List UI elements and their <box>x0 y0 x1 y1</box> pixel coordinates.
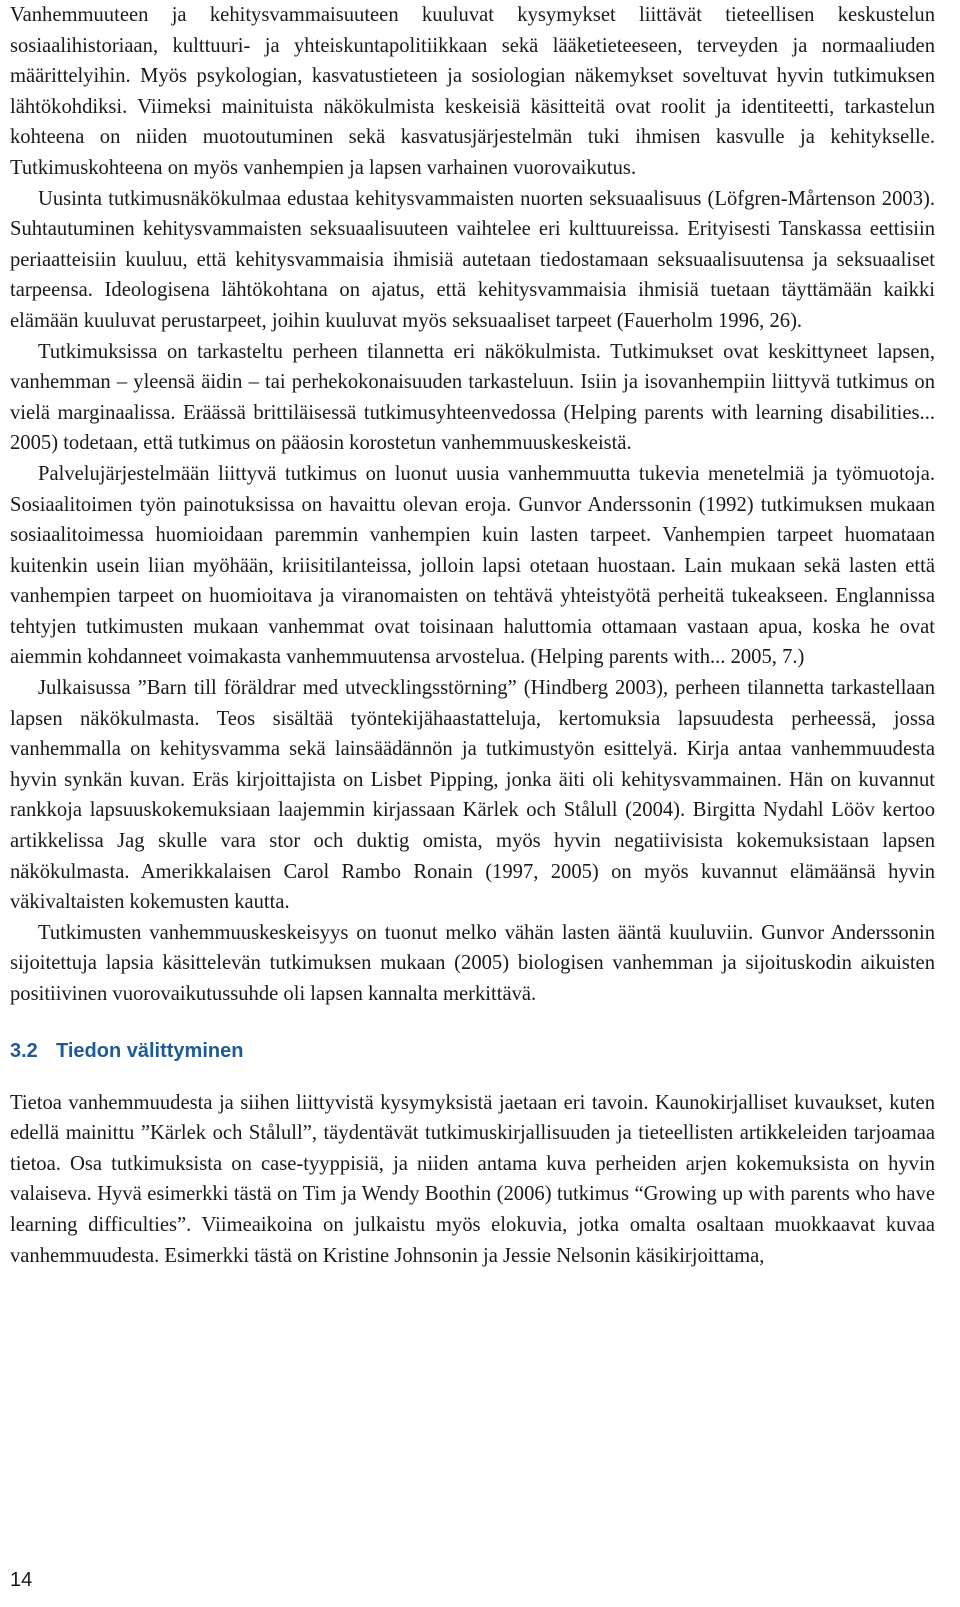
paragraph-3: Tutkimuksissa on tarkasteltu perheen tilannetta eri näkökulmista. Tutkimukset ovat keskittyneet lapsen, vanhemman – yleensä äidin – tai perhekokonaisuuden tarkasteluun. Isiin ja isovanhempiin liittyvä tutkimus on vielä marginaalissa. Eräässä brittiläisessä tutkimusyhteenvedossa (Helping parents with learning disabilities... 2005) todetaan, että tutkimus on pääosin korostetun vanhemmuuskeskeistä. <box>10 340 935 455</box>
page-number: 14 <box>10 1569 33 1591</box>
section-title: Tiedon välittyminen <box>56 1039 244 1062</box>
paragraph-2: Uusinta tutkimusnäkökulmaa edustaa kehitysvammaisten nuorten seksuaalisuus (Löfgren-Mårtenson 2003). Suhtautuminen kehitysvammaisten seksuaalisuuteen vaihtelee eri kulttuureissa. Erityisesti Tanskassa eettisiin periaatteisiin kuuluu, että kehitysvammaisia ihmisiä autetaan tiedostamaan seksuaalisuutensa ja seksuaaliset tarpeensa. Ideologisena lähtökohtana on ajatus, että kehitysvammaisia ihmisiä tuetaan täyttämään kaikki elämään kuuluvat perustarpeet, joihin kuuluvat myös seksuaaliset tarpeet (Fauerholm 1996, 26). <box>10 187 935 332</box>
paragraph-4: Palvelujärjestelmään liittyvä tutkimus on luonut uusia vanhemmuutta tukevia menetelmiä ja työmuotoja. Sosiaalitoimen työn painotuksissa on havaittu olevan eroja. Gunvor Anderssonin (1992) tutkimuksen mukaan sosiaalitoimessa huomioidaan paremmin vanhempien kuin lasten tarpeet. Vanhempien tarpeet huomataan kuitenkin usein liian myöhään, kriisitilanteissa, jolloin lapsi otetaan huostaan. Lain mukaan sekä lasten että vanhempien tarpeet on huomioitava ja viranomaisten on tehtävä yhteistyötä perheitä tukeakseen. Englannissa tehtyjen tutkimusten mukaan vanhemmat ovat toisinaan haluttomia ottamaan vastaan apua, koska he ovat aiemmin kohdanneet voimakasta vanhemmuutensa arvostelua. (Helping parents with... 2005, 7.) <box>10 462 935 669</box>
paragraph-1: Vanhemmuuteen ja kehitysvammaisuuteen kuuluvat kysymykset liittävät tieteellisen keskustelun sosiaalihistoriaan, kulttuuri- ja yhteiskuntapolitiikkaan sekä lääketieteeseen, terveyden ja normaaliuden määrittelyihin. Myös psykologian, kasvatustieteen ja sosiologian näkemykset soveltuvat hyvin tutkimuksen lähtökohdiksi. Viimeksi mainituista näkökulmista keskeisiä käsitteitä ovat roolit ja identiteetti, tarkastelun kohteena on niiden muotoutuminen sekä kasvatusjärjestelmän tuki ihmisen kasvulle ja kehitykselle. Tutkimuskohteena on myös vanhempien ja lapsen varhainen vuorovaikutus. <box>10 4 935 179</box>
section-number: 3.2 <box>10 1039 38 1062</box>
body-text-after <box>10 1088 935 1272</box>
paragraph-6: Tutkimusten vanhemmuuskeskeisyys on tuonut melko vähän lasten ääntä kuuluviin. Gunvor Anderssonin sijoitettuja lapsia käsittelevän tutkimuksen mukaan (2005) biologisen vanhemman ja sijoituskodin aikuisten positiivinen vuorovaikutussuhde oli lapsen kannalta merkittävä. <box>10 921 935 1005</box>
section-heading <box>10 1010 935 1088</box>
paragraph-5: Julkaisussa ”Barn till föräldrar med utvecklingsstörning” (Hindberg 2003), perheen tilannetta tarkastellaan lapsen näkökulmasta. Teos sisältää työntekijähaastatteluja, kertomuksia lapsuudesta perheessä, jossa vanhemmalla on kehitysvamma sekä lainsäädännön ja tutkimustyön esittelyä. Kirja antaa vanhemmuudesta hyvin synkän kuvan. Eräs kirjoittajista on Lisbet Pipping, jonka äiti oli kehitysvammainen. Hän on kuvannut rankkoja lapsuuskokemuksiaan laajemmin kirjassaan Kärlek och Stålull (2004). Birgitta Nydahl Lööv kertoo artikkelissa Jag skulle vara stor och duktig omista, myös hyvin negatiivisista kokemuksistaan lapsen näkökulmasta. Amerikkalaisen Carol Rambo Ronain (1997, 2005) on myös kuvannut elämäänsä hyvin väkivaltaisten kokemusten kautta. <box>10 677 935 914</box>
body-text-before <box>10 0 935 1010</box>
document-page <box>10 0 935 1271</box>
paragraph-7: Tietoa vanhemmuudesta ja siihen liittyvistä kysymyksistä jaetaan eri tavoin. Kaunokirjalliset kuvaukset, kuten edellä mainittu ”Kärlek och Stålull”, täydentävät tutkimuskirjallisuuden ja tieteellisten artikkeleiden tarjoamaa tietoa. Osa tutkimuksista on case-tyyppisiä, ja niiden antama kuva perheiden arjen kokemuksista on hyvin valaiseva. Hyvä esimerkki tästä on Tim ja Wendy Boothin (2006) tutkimus “Growing up with parents who have learning difficulties”. Viimeaikoina on julkaistu myös elokuvia, jotka omalta osaltaan muokkaavat kuvaa vanhemmuudesta. Esimerkki tästä on Kristine Johnsonin ja Jessie Nelsonin käsikirjoittama, <box>10 1091 935 1267</box>
